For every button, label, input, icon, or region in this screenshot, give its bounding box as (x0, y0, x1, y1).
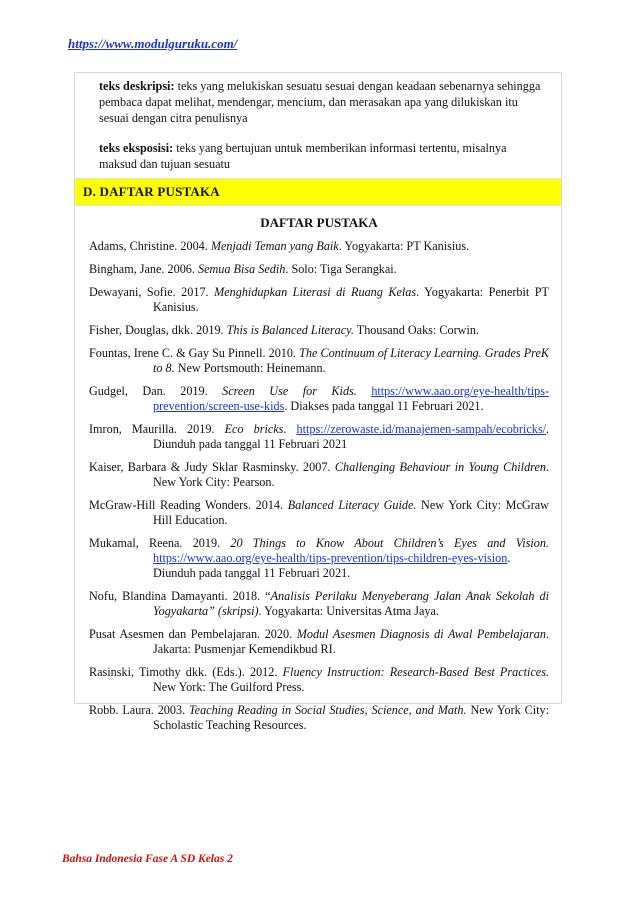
reference-item (89, 323, 549, 338)
reference-title: Modul Asesmen Diagnosis di Awal Pembelajaran (296, 627, 546, 641)
reference-item (89, 703, 549, 733)
reference-author-year: Gudgel, Dan. 2019. (89, 384, 223, 398)
definitions (75, 73, 561, 172)
reference-author-year: Bingham, Jane. 2006. (89, 262, 198, 276)
reference-author-year: Imron, Maurilla. 2019. (89, 422, 225, 436)
reference-item (89, 262, 549, 277)
reference-item (89, 665, 549, 695)
references-title: DAFTAR PUSTAKA (260, 215, 378, 230)
reference-publisher: . Yogyakarta: Universitas Atma Jaya. (258, 604, 439, 618)
definition-text: teks yang melukiskan sesuatu sesuai dengan keadaan sebenarnya sehingga pembaca dapat melihat, mendengar, mencium, dan merasakan apa yang dilukiskan itu sesuai dengan citra penulisnya (99, 79, 541, 125)
reference-list (89, 239, 549, 733)
header-url-link[interactable]: https://www.modulguruku.com/ (68, 36, 238, 51)
reference-item (89, 384, 549, 414)
reference-access-note: . Diakses pada tanggal 11 Februari 2021. (284, 399, 484, 413)
definition-term: teks deskripsi: (99, 79, 175, 93)
reference-publisher: New York City: McGraw Hill Education. (153, 498, 549, 527)
reference-author-year: Dewayani, Sofie. 2017. (89, 285, 215, 299)
reference-title: Balanced Literacy Guide. (287, 498, 417, 512)
reference-publisher: Thousand Oaks: Corwin. (353, 323, 479, 337)
reference-publisher: . Yogyakarta: Penerbit PT Kanisius. (153, 285, 549, 314)
reference-author-year: Fountas, Irene C. & Gay Su Pinnell. 2010. (89, 346, 300, 360)
reference-publisher: New Portsmouth: Heinemann. (174, 361, 326, 375)
reference-title: Semua Bisa Sedih (198, 262, 286, 276)
reference-publisher: . New York City: Pearson. (153, 460, 550, 489)
reference-title: Menjadi Teman yang Baik (210, 239, 339, 253)
reference-link[interactable]: https://www.aao.org/eye-health/tips-prevention/screen-use-kids (153, 384, 550, 413)
definition-deskripsi (99, 78, 545, 126)
reference-author-year: Robb. Laura. 2003. (89, 703, 189, 717)
reference-author-year: Mukamal, Reena. 2019. (89, 536, 231, 550)
reference-title: This is Balanced Literacy. (226, 323, 354, 337)
reference-publisher: . Yogyakarta: PT Kanisius. (338, 239, 470, 253)
reference-item (89, 589, 549, 619)
reference-item (89, 422, 549, 452)
section-heading-daftar-pustaka: D. DAFTAR PUSTAKA (75, 178, 561, 206)
references (89, 215, 549, 741)
reference-link[interactable]: https://zerowaste.id/manajemen-sampah/ecobricks/ (296, 422, 546, 436)
definition-term: teks eksposisi: (99, 141, 174, 155)
reference-publisher: New York: The Guilford Press. (153, 680, 305, 694)
reference-item (89, 536, 549, 581)
reference-author-year: Adams, Christine. 2004. (89, 239, 211, 253)
reference-author-year: Rasinski, Timothy dkk. (Eds.). 2012. (89, 665, 283, 679)
reference-author-year: Kaiser, Barbara & Judy Sklar Rasminsky. 2007. (89, 460, 335, 474)
reference-publisher: . Jakarta: Pusmenjar Kemendikbud RI. (153, 627, 549, 656)
reference-publisher: . (283, 422, 297, 436)
reference-access-note: . Diunduh pada tanggal 11 Februari 2021 (153, 422, 549, 451)
reference-item (89, 498, 549, 528)
reference-author-year: Fisher, Douglas, dkk. 2019. (89, 323, 227, 337)
reference-publisher: New York City: Scholastic Teaching Resources. (153, 703, 549, 732)
reference-author-year: Pusat Asesmen dan Pembelajaran. 2020. (89, 627, 297, 641)
reference-author-year: McGraw-Hill Reading Wonders. 2014. (89, 498, 288, 512)
reference-item (89, 346, 549, 376)
reference-title: Analisis Perilaku Menyeberang Jalan Anak Sekolah di Yogyakarta” (skripsi) (153, 589, 550, 618)
reference-title: Teaching Reading in Social Studies, Science, and Math. (189, 703, 467, 717)
content-box (74, 72, 562, 732)
reference-title: The Continuum of Literacy Learning. Grades PreK to 8. (153, 346, 549, 375)
reference-item (89, 460, 549, 490)
definition-eksposisi (99, 140, 545, 172)
reference-publisher: . Solo: Tiga Serangkai. (285, 262, 397, 276)
reference-item (89, 239, 549, 254)
reference-title: Eco bricks (224, 422, 284, 436)
reference-title: Screen Use for Kids. (222, 384, 357, 398)
footer-text: Bahsa Indonesia Fase A SD Kelas 2 (62, 853, 233, 865)
reference-title: Fluency Instruction: Research-Based Best Practices. (282, 665, 549, 679)
reference-item (89, 285, 549, 315)
reference-access-note: . Diunduh pada tanggal 11 Februari 2021. (153, 551, 511, 580)
reference-title: Menghidupkan Literasi di Ruang Kelas (214, 285, 417, 299)
reference-title: 20 Things to Know About Children’s Eyes and Vision. (230, 536, 549, 550)
reference-link[interactable]: https://www.aao.org/eye-health/tips-prevention/tips-children-eyes-vision (153, 551, 508, 565)
definition-text: teks yang bertujuan untuk memberikan informasi tertentu, misalnya maksud dan tujuan sesuatu (99, 141, 507, 171)
reference-title: Challenging Behaviour in Young Children (334, 460, 546, 474)
reference-author-year: Nofu, Blandina Damayanti. 2018. “ (89, 589, 271, 603)
reference-item (89, 627, 549, 657)
reference-publisher (357, 384, 371, 398)
